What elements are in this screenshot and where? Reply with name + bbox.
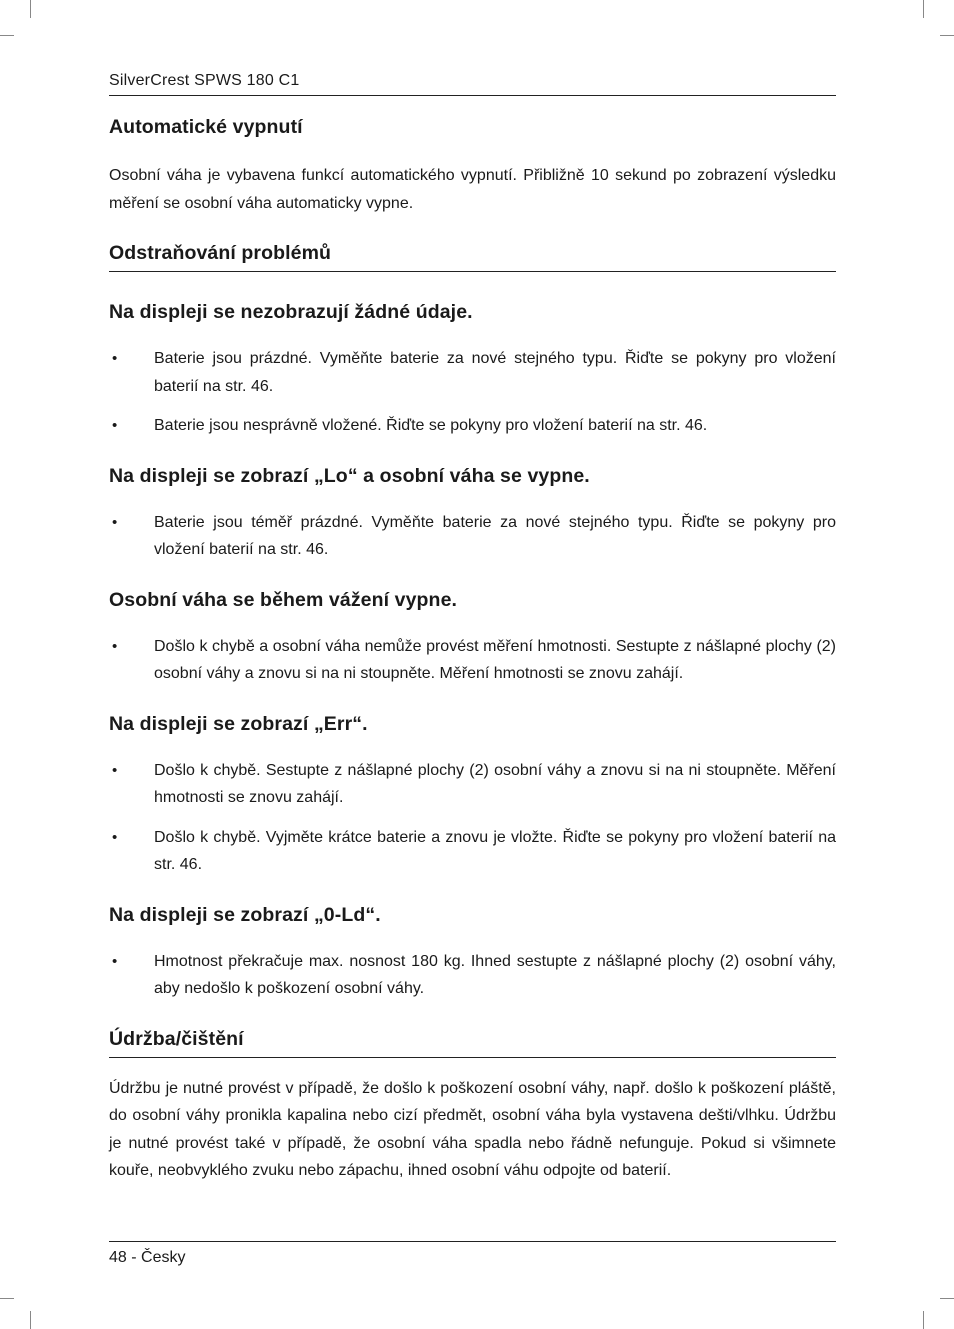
crop-mark <box>923 0 924 18</box>
heading-turns-off: Osobní váha se během vážení vypne. <box>109 588 458 611</box>
heading-auto-off: Automatické vypnutí <box>109 116 303 138</box>
paragraph-auto-off: Osobní váha je vybavena funkcí automatického vypnutí. Přibližně 10 sekund po zobrazení výsledku měření se osobní váha automaticky vypne. <box>109 167 836 212</box>
crop-mark <box>923 1311 924 1329</box>
heading-lo-display: Na displeji se zobrazí „Lo“ a osobní váha se vypne. <box>109 464 590 487</box>
list-0ld-display <box>109 948 836 1003</box>
heading-maintenance: Údržba/čištění <box>109 1028 836 1058</box>
crop-mark <box>30 1311 31 1329</box>
list-turns-off <box>109 633 836 688</box>
heading-troubleshooting: Odstraňování problémů <box>109 242 836 272</box>
heading-err-display: Na displeji se zobrazí „Err“. <box>109 712 368 735</box>
heading-no-display: Na displeji se nezobrazují žádné údaje. <box>109 301 473 323</box>
list-item: • Došlo k chybě. Vyjměte krátce baterie a znovu je vložte. Řiďte se pokyny pro vložení baterií na str. 46. <box>109 824 836 879</box>
page-footer: 48 - Česky <box>109 1241 836 1272</box>
crop-mark <box>0 1298 14 1299</box>
paragraph-maintenance: Údržbu je nutné provést v případě, že došlo k poškození osobní váhy, např. došlo k poškození pláště, do osobní váhy pronikla kapalina nebo cizí předmět, osobní váha byla vystavena dešti/vlhku. Údržbu je nutné provést také v případě, že osobní váha spadla nebo řádně nefunguje. Pokud si všimnete kouře, neobvyklého zvuku nebo zápachu, ihned osobní váhu odpojte od baterií. <box>109 1079 836 1179</box>
list-lo-display <box>109 509 836 564</box>
crop-mark <box>30 0 31 18</box>
list-no-display <box>109 345 836 440</box>
list-item: • Došlo k chybě a osobní váha nemůže provést měření hmotnosti. Sestupte z nášlapné plochy (2) osobní váhy a znovu si na ni stoupněte. Měření hmotnosti se znovu zahájí. <box>109 633 836 688</box>
running-header: SilverCrest SPWS 180 C1 <box>109 68 836 96</box>
list-item: • Baterie jsou téměř prázdné. Vyměňte baterie za nové stejného typu. Řiďte se pokyny pro vložení baterií na str. 46. <box>109 509 836 564</box>
crop-mark <box>940 35 954 36</box>
crop-mark <box>940 1298 954 1299</box>
list-item: • Baterie jsou nesprávně vložené. Řiďte se pokyny pro vložení baterií na str. 46. <box>109 412 836 440</box>
list-item: • Baterie jsou prázdné. Vyměňte baterie za nové stejného typu. Řiďte se pokyny pro vložení baterií na str. 46. <box>109 345 836 400</box>
document-page <box>109 68 836 1185</box>
heading-0ld-display: Na displeji se zobrazí „0-Ld“. <box>109 903 381 926</box>
list-item: • Hmotnost překračuje max. nosnost 180 kg. Ihned sestupte z nášlapné plochy (2) osobní váhy, aby nedošlo k poškození osobní váhy. <box>109 948 836 1003</box>
list-err-display <box>109 757 836 879</box>
list-item: • Došlo k chybě. Sestupte z nášlapné plochy (2) osobní váhy a znovu si na ni stoupněte. Měření hmotnosti se znovu zahájí. <box>109 757 836 812</box>
crop-mark <box>0 35 14 36</box>
